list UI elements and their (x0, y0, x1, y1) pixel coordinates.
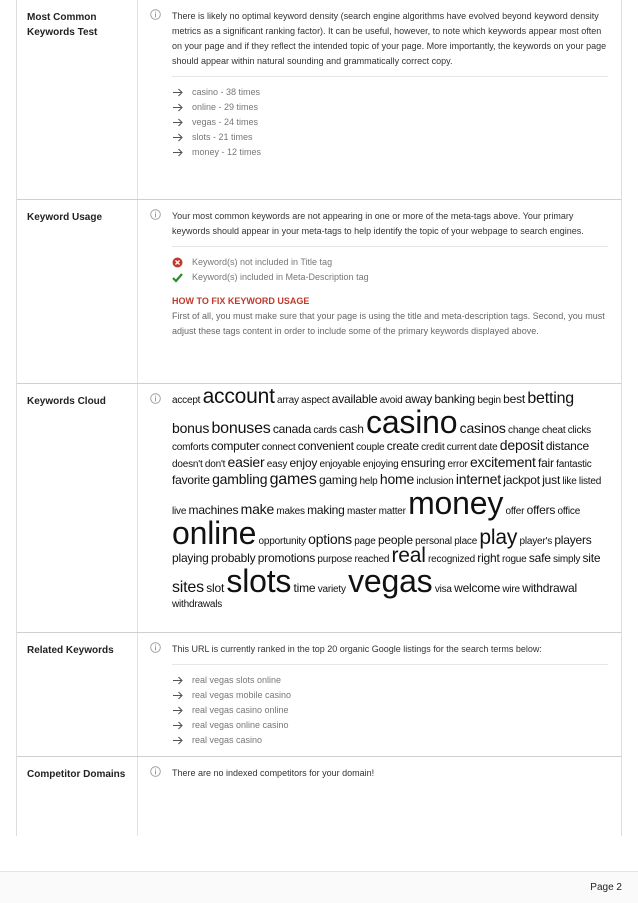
arrow-right-icon (172, 706, 184, 715)
cloud-word: sites (172, 579, 204, 596)
keyword-cloud (172, 385, 611, 612)
cloud-word: enjoyable (319, 459, 361, 470)
cloud-word: connect (261, 442, 296, 453)
cloud-word: easier (227, 454, 265, 470)
section-competitor-domains (17, 757, 621, 836)
cloud-word: playing (172, 551, 209, 565)
keyword-text: real vegas mobile casino (192, 690, 292, 700)
cloud-word: excitement (469, 454, 536, 470)
keyword-list (172, 85, 611, 160)
fix-text: First of all, you must make sure that your page is using the title and meta-description tags. Second, you must adjust these tags content in order to include some of the primary keywords displayed above. (172, 311, 605, 336)
cloud-word: canada (272, 422, 312, 436)
list-item (172, 688, 611, 703)
section-description: There is likely no optimal keyword density (search engine algorithms have evolved beyond keyword density metrics as a significant ranking factor). It can be useful, however, to note which keywords appear most often on your page and if they reflect the intended topic of your page. More importantly, the keywords on your page should appear within natural sounding and grammatically correct copy. (172, 11, 607, 66)
list-item (172, 703, 611, 718)
cloud-word: favorite (172, 473, 210, 487)
divider (172, 664, 608, 665)
cloud-word: cash (339, 422, 364, 436)
cloud-word: distance (545, 439, 589, 453)
cloud-word: games (269, 471, 317, 488)
cloud-word: bonuses (211, 420, 271, 437)
list-item (172, 673, 611, 688)
cloud-word: computer (211, 439, 260, 453)
arrow-right-icon (172, 676, 184, 685)
cloud-word: listed (578, 476, 602, 487)
list-item (172, 115, 611, 130)
cloud-word: aspect (301, 395, 330, 406)
check-title-tag (172, 255, 611, 270)
page-number: Page 2 (590, 882, 622, 893)
cloud-word: avoid (379, 395, 403, 406)
info-icon (138, 384, 172, 632)
cloud-word: right (477, 551, 500, 565)
cloud-word: makes (276, 506, 305, 517)
cloud-word: casinos (459, 420, 506, 436)
arrow-right-icon (172, 691, 184, 700)
check-meta-description (172, 270, 611, 285)
cloud-word: available (331, 392, 378, 406)
cloud-word: jackpot (503, 473, 540, 487)
cloud-word: wire (502, 584, 520, 595)
cloud-word: couple (356, 442, 385, 453)
cloud-word: reached (354, 554, 390, 565)
cloud-word: enjoying (362, 459, 399, 470)
arrow-right-icon (172, 118, 184, 127)
cloud-word: change (508, 425, 540, 436)
section-keywords-cloud (17, 384, 621, 633)
cloud-word: purpose (317, 554, 353, 565)
info-icon (138, 0, 172, 199)
section-label: Related Keywords (17, 633, 138, 756)
cloud-word: banking (434, 392, 476, 406)
keyword-text: real vegas casino (192, 735, 263, 745)
arrow-right-icon (172, 88, 184, 97)
cloud-word: don't (204, 459, 226, 470)
cloud-word: personal (415, 536, 452, 547)
list-item (172, 145, 611, 160)
cloud-word: clicks (567, 425, 591, 436)
keyword-text: money - 12 times (192, 147, 262, 157)
keyword-text: vegas - 24 times (192, 117, 259, 127)
cloud-word: master (346, 506, 377, 517)
cloud-word: like (562, 476, 577, 487)
cloud-word: convenient (297, 439, 354, 453)
page-footer (0, 871, 638, 903)
arrow-right-icon (172, 103, 184, 112)
cloud-word: offers (526, 503, 556, 517)
cloud-word: real (391, 544, 426, 567)
divider (172, 76, 608, 77)
cloud-word: offer (505, 506, 525, 517)
cloud-word: players (554, 533, 592, 547)
cloud-word: making (307, 503, 345, 517)
section-label: Competitor Domains (17, 757, 138, 836)
cloud-word: safe (528, 551, 551, 565)
arrow-right-icon (172, 736, 184, 745)
cloud-word: time (293, 581, 316, 595)
keyword-text: slots - 21 times (192, 132, 253, 142)
cloud-word: play (479, 526, 518, 549)
cloud-word: current (446, 442, 477, 453)
divider (172, 246, 608, 247)
cloud-word: internet (455, 471, 501, 487)
cloud-word: live (172, 506, 187, 517)
cloud-word: withdrawals (172, 599, 223, 610)
cloud-word: fair (537, 456, 554, 470)
list-item (172, 733, 611, 748)
section-label: Most Common Keywords Test (17, 0, 138, 199)
cloud-word: home (379, 471, 415, 487)
cloud-word: help (359, 476, 378, 487)
fix-title: HOW TO FIX KEYWORD USAGE (172, 296, 310, 306)
cloud-word: just (542, 473, 561, 487)
cloud-word: probably (210, 551, 256, 565)
list-item (172, 718, 611, 733)
pass-check-icon (172, 272, 183, 283)
cloud-word: ensuring (400, 456, 446, 470)
cloud-word: machines (188, 503, 239, 517)
cloud-word: rogue (501, 554, 527, 565)
cloud-word: date (478, 442, 498, 453)
arrow-right-icon (172, 721, 184, 730)
keyword-text: real vegas slots online (192, 675, 282, 685)
info-icon (138, 633, 172, 756)
check-text: Keyword(s) not included in Title tag (192, 257, 333, 267)
section-label: Keywords Cloud (17, 384, 138, 632)
cloud-word: gaming (318, 473, 358, 487)
section-description: There are no indexed competitors for your domain! (172, 768, 375, 778)
cloud-word: withdrawal (522, 581, 577, 595)
cloud-word: page (354, 536, 376, 547)
list-item (172, 130, 611, 145)
cloud-word: away (404, 392, 433, 406)
cloud-word: matter (378, 506, 406, 517)
cloud-word: money (408, 485, 504, 521)
cloud-word: accept (172, 395, 201, 406)
list-item (172, 100, 611, 115)
list-item (172, 85, 611, 100)
cloud-word: array (277, 395, 299, 406)
section-description: This URL is currently ranked in the top 20 organic Google listings for the search terms below: (172, 644, 542, 654)
related-keyword-list (172, 673, 611, 748)
cloud-word: people (377, 533, 413, 547)
section-label: Keyword Usage (17, 200, 138, 383)
cloud-word: fantastic (556, 459, 592, 470)
cloud-word: vegas (348, 563, 433, 599)
cloud-word: simply (553, 554, 581, 565)
cloud-word: create (386, 439, 419, 453)
cloud-word: account (202, 385, 275, 408)
cloud-word: error (447, 459, 468, 470)
cloud-word: recognized (428, 554, 475, 565)
cloud-word: variety (317, 584, 346, 595)
cloud-word: cards (313, 425, 337, 436)
cloud-word: casino (366, 404, 458, 440)
cloud-word: deposit (499, 437, 544, 453)
cloud-word: betting (527, 390, 574, 407)
cloud-word: cheat (541, 425, 566, 436)
section-related-keywords (17, 633, 621, 757)
cloud-word: doesn't (172, 459, 203, 470)
cloud-word: welcome (454, 581, 501, 595)
cloud-word: best (503, 392, 526, 406)
cloud-word: promotions (257, 551, 316, 565)
cloud-word: player's (519, 536, 553, 547)
cloud-word: slots (226, 563, 292, 599)
cloud-word: site (582, 551, 601, 565)
check-text: Keyword(s) included in Meta-Description tag (192, 272, 369, 282)
report-page (16, 0, 622, 836)
cloud-word: inclusion (416, 476, 454, 487)
keyword-text: real vegas online casino (192, 720, 289, 730)
fail-x-icon (172, 257, 183, 268)
section-keyword-usage (17, 200, 621, 384)
cloud-word: online (172, 515, 257, 551)
cloud-word: make (240, 501, 275, 517)
cloud-word: options (308, 531, 352, 547)
cloud-word: bonus (172, 420, 210, 436)
keyword-text: real vegas casino online (192, 705, 289, 715)
info-icon (138, 757, 172, 836)
cloud-word: office (557, 506, 581, 517)
arrow-right-icon (172, 133, 184, 142)
arrow-right-icon (172, 148, 184, 157)
section-common-keywords (17, 0, 621, 200)
cloud-word: opportunity (258, 536, 306, 547)
keyword-text: online - 29 times (192, 102, 259, 112)
cloud-word: enjoy (289, 456, 318, 470)
cloud-word: credit (421, 442, 445, 453)
cloud-word: begin (477, 395, 501, 406)
cloud-word: gambling (212, 471, 268, 487)
cloud-word: visa (434, 584, 452, 595)
section-description: Your most common keywords are not appearing in one or more of the meta-tags above. Your primary keywords should appear in your meta-tags to help identify the topic of your webpage to search engines. (172, 211, 584, 236)
keyword-text: casino - 38 times (192, 87, 261, 97)
info-icon (138, 200, 172, 383)
cloud-word: easy (266, 459, 288, 470)
cloud-word: place (454, 536, 478, 547)
cloud-word: comforts (172, 442, 209, 453)
cloud-word: slot (206, 581, 225, 595)
